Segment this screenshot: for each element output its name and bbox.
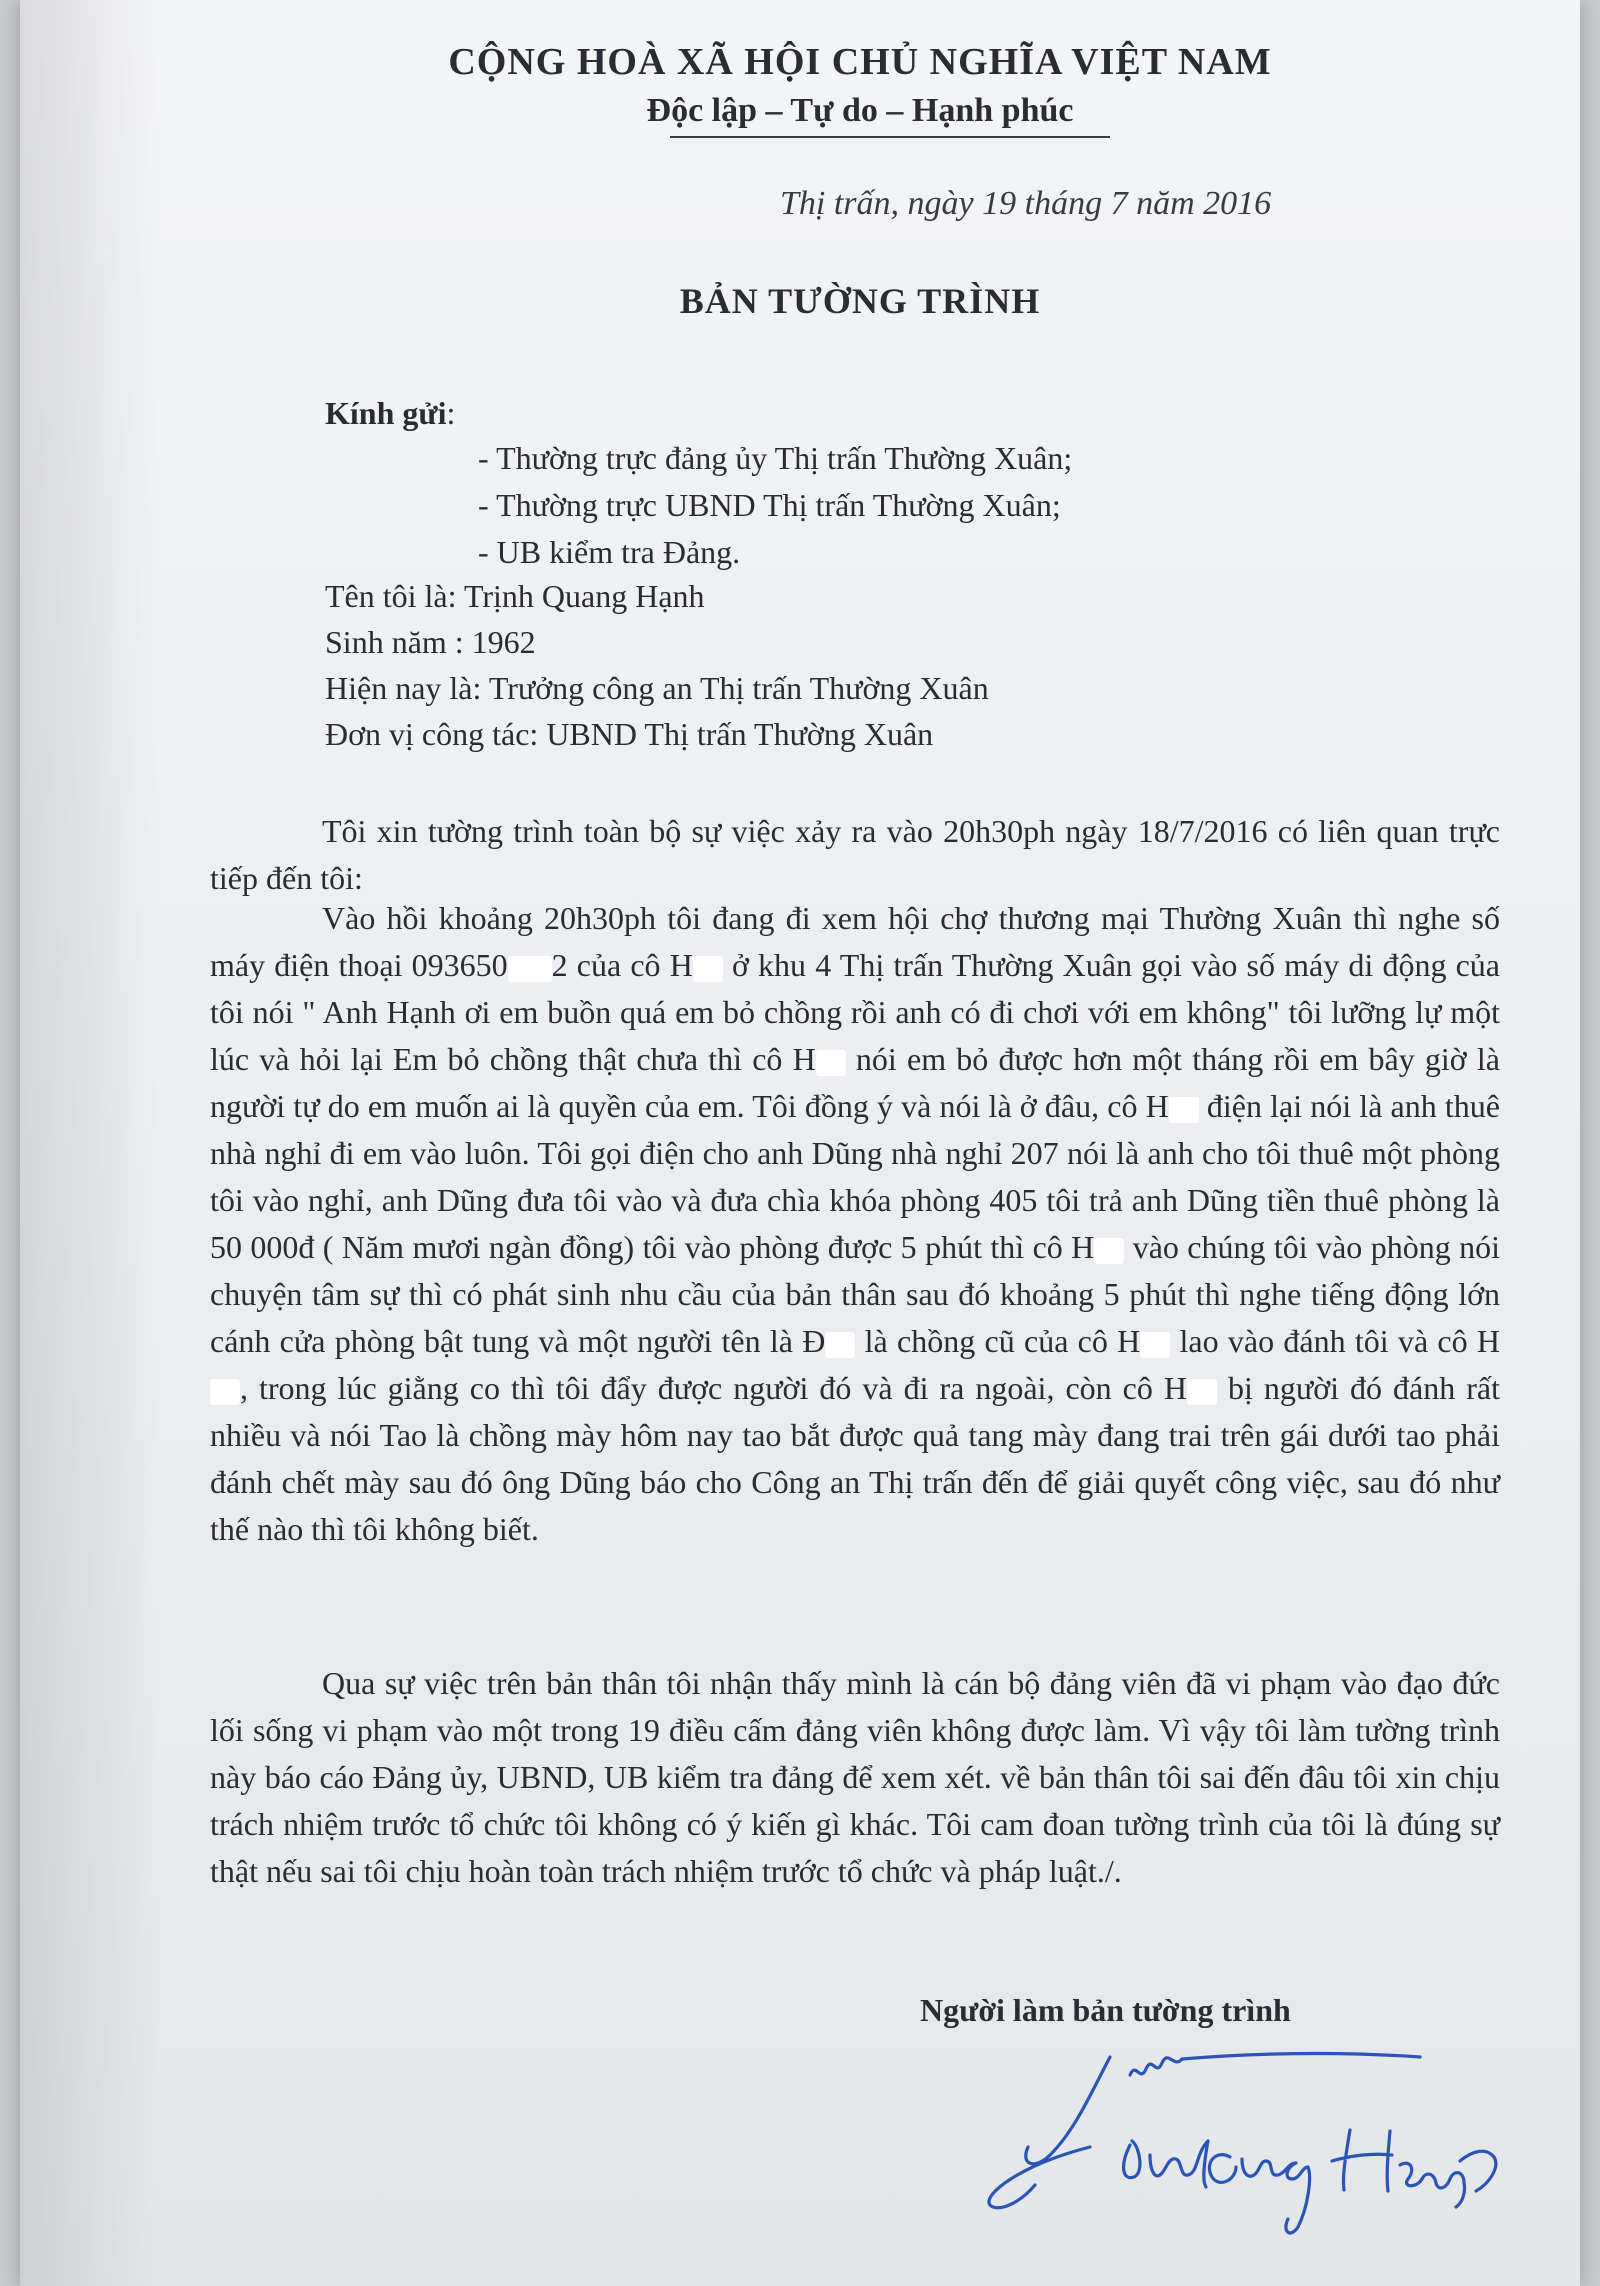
dateline: Thị trấn, ngày 19 tháng 7 năm 2016	[780, 185, 1272, 222]
signature-stroke	[1124, 2141, 1208, 2187]
paragraph-conclusion: Qua sự việc trên bản thân tôi nhận thấy mình là cán bộ đảng viên đã vi phạm vào đạo đức lối sống vi phạm vào một trong 19 điều cấm đảng viên không được làm. Vì vậy tôi làm tường trình này báo cáo Đảng ủy, UBND, UB kiểm tra đảng để xem xét. về bản thân tôi sai đến đâu tôi xin chịu trách nhiệm trước tổ chức tôi không có ý kiến gì khác. Tôi cam đoan tường trình của tôi là đúng sự thật nếu sai tôi chịu hoàn toàn trách nhiệm trước tổ chức và pháp luật./.	[210, 1665, 1500, 1889]
document-page	[20, 0, 1580, 2286]
signature-stroke	[1026, 2057, 1110, 2164]
redaction	[508, 956, 552, 982]
redaction	[825, 1332, 855, 1358]
info-name: Tên tôi là: Trịnh Quang Hạnh	[325, 578, 705, 614]
redaction	[210, 1379, 240, 1405]
handwritten-signature	[980, 2035, 1520, 2245]
info-position: Hiện nay là: Trưởng công an Thị trấn Thường Xuân	[325, 670, 989, 706]
info-workplace: Đơn vị công tác: UBND Thị trấn Thường Xuân	[325, 716, 934, 752]
paragraph-intro: Tôi xin tường trình toàn bộ sự việc xảy ra vào 20h30ph ngày 18/7/2016 có liên quan trực tiếp đến tôi:	[210, 813, 1500, 896]
recipient-item: - UB kiểm tra Đảng.	[478, 534, 741, 570]
recipient-item: - Thường trực đảng ủy Thị trấn Thường Xuân;	[478, 440, 1073, 476]
signature-stroke	[1332, 2130, 1465, 2207]
motto: Độc lập – Tự do – Hạnh phúc	[646, 92, 1074, 129]
signature-stroke	[1209, 2155, 1309, 2233]
page-shadow	[20, 0, 160, 2286]
recipient-item: - Thường trực UBND Thị trấn Thường Xuân;	[478, 487, 1061, 523]
redaction	[816, 1050, 846, 1076]
redaction	[1169, 1097, 1199, 1123]
recipients-label: Kính gửi:	[325, 395, 456, 431]
paragraph-account: Vào hồi khoảng 20h30ph tôi đang đi xem hội chợ thương mại Thường Xuân thì nghe số máy điện thoại 093650 2 của cô H ở khu 4 Thị trấn Thường Xuân gọi vào số máy di động của tôi nói " Anh Hạnh ơi em buồn quá em bỏ chồng rồi anh có đi chơi với em không" tôi lưỡng lự một lúc và hỏi lại Em bỏ chồng thật chưa thì cô H nói em bỏ được hơn một tháng rồi em bây giờ là người tự do em muốn ai là quyền của em. Tôi đồng ý và nói là ở đâu, cô H điện lại nói là anh thuê nhà nghỉ đi em vào luôn. Tôi gọi điện cho anh Dũng nhà nghỉ 207 nói là anh cho tôi thuê một phòng tôi vào nghỉ, anh Dũng đưa tôi vào và đưa chìa khóa phòng 405 tôi trả anh Dũng tiền thuê phòng là 50 000đ ( Năm mươi ngàn đồng) tôi vào phòng được 5 phút thì cô H vào chúng tôi vào phòng nói chuyện tâm sự thì có phát sinh nhu cầu của bản thân sau đó khoảng 5 phút thì nghe tiếng động lớn cánh cửa phòng bật tung và một người tên là Đ là chồng cũ của cô H lao vào đánh tôi và cô H, trong lúc giằng co thì tôi đẩy được người đó và đi ra ngoài, còn cô H bị người đó đánh rất nhiều và nói Tao là chồng mày hôm nay tao bắt được quả tang mày đang trai trên gái dưới tao phải đánh chết mày sau đó ông Dũng báo cho Công an Thị trấn đến để giải quyết công việc, sau đó như thế nào thì tôi không biết.	[210, 900, 1501, 1547]
signature-title: Người làm bản tường trình	[920, 1992, 1291, 2028]
redaction	[1140, 1332, 1170, 1358]
redaction	[693, 956, 723, 982]
redaction	[1094, 1238, 1124, 1264]
signature-stroke	[989, 2147, 1090, 2208]
motto-underline	[670, 136, 1110, 138]
national-title: CỘNG HOÀ XÃ HỘI CHỦ NGHĨA VIỆT NAM	[448, 41, 1272, 83]
document-title: BẢN TƯỜNG TRÌNH	[679, 281, 1041, 321]
redaction	[1187, 1379, 1217, 1405]
info-birth-year: Sinh năm : 1962	[325, 624, 536, 660]
signature-stroke	[1130, 2053, 1420, 2075]
